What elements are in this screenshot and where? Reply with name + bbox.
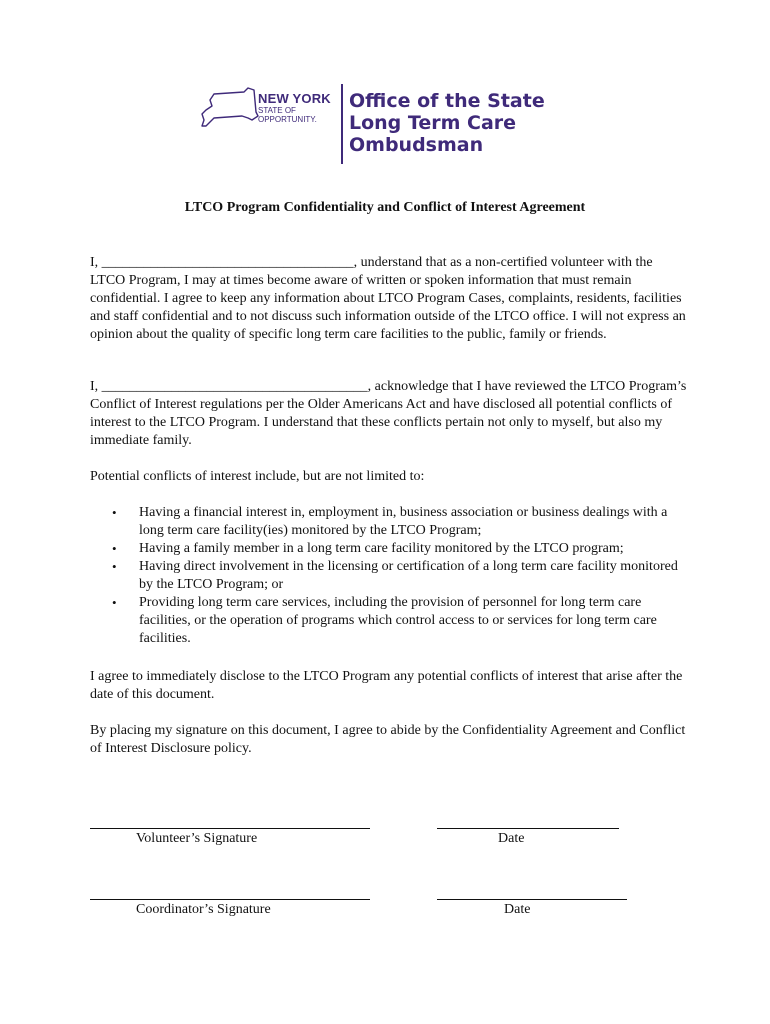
bullet-icon: •: [112, 559, 117, 574]
coordinator-date-label: Date: [504, 902, 531, 917]
list-item: [112, 558, 692, 594]
bullet-icon: •: [112, 595, 117, 610]
list-item: [112, 540, 692, 558]
office-name-line-3: Ombudsman: [349, 134, 484, 156]
coordinator-date-line[interactable]: [437, 899, 627, 900]
conflicts-list: [112, 504, 692, 648]
document-title: LTCO Program Confidentiality and Conflict of Interest Agreement: [184, 200, 586, 215]
ny-state-tagline: STATE OF OPPORTUNITY.: [258, 106, 317, 124]
conflicts-intro: Potential conflicts of interest include, but are not limited to:: [90, 469, 425, 484]
volunteer-signature-line[interactable]: [90, 828, 370, 829]
bullet-icon: •: [112, 541, 117, 556]
list-item-text: Having direct involvement in the licensing or certification of a long term care facility monitored by the LTCO Program; or: [139, 559, 678, 592]
office-name-line-1: Office of the State: [349, 90, 545, 112]
volunteer-signature-label: Volunteer’s Signature: [136, 831, 258, 846]
office-name-line-2: Long Term Care: [349, 112, 517, 134]
confidentiality-paragraph: I, ____________________________________, understand that as a non-certified volunteer with the LTCO Program, I may at times become aware of written or spoken information that must remain confidential. I agree to keep any information about LTCO Program Cases, complaints, residents, facilities and staff confidential and to not discuss such information outside of the LTCO office. I will not express an opinion about the quality of specific long term care facilities to the public, family or friends.: [90, 255, 686, 342]
ny-state-name: NEW YORK: [258, 91, 331, 106]
signature-agreement-paragraph: By placing my signature on this document, I agree to abide by the Confidentiality Agreement and Conflict of Interest Disclosure policy.: [90, 723, 686, 756]
header-logo: [198, 80, 558, 170]
office-name: [349, 90, 559, 156]
list-item-text: Having a family member in a long term care facility monitored by the LTCO program;: [139, 541, 624, 556]
volunteer-date-line[interactable]: [437, 828, 619, 829]
coordinator-signature-line[interactable]: [90, 899, 370, 900]
list-item-text: Having a financial interest in, employment in, business association or business dealings with a long term care facility(ies) monitored by the LTCO Program;: [139, 505, 668, 538]
new-york-state-outline-icon: [198, 86, 260, 130]
list-item-text: Providing long term care services, including the provision of personnel for long term care facilities, or the operation of programs which control access to or services for long term care facilities.: [139, 595, 657, 646]
coordinator-signature-label: Coordinator’s Signature: [136, 902, 271, 917]
list-item: [112, 594, 692, 648]
volunteer-date-label: Date: [498, 831, 525, 846]
logo-divider: [341, 84, 343, 164]
bullet-icon: •: [112, 505, 117, 520]
disclosure-paragraph: I agree to immediately disclose to the LTCO Program any potential conflicts of interest that arise after the date of this document.: [90, 669, 683, 702]
conflict-of-interest-paragraph: I, ______________________________________, acknowledge that I have reviewed the LTCO Program’s Conflict of Interest regulations per the Older Americans Act and have disclosed all potential conflicts of interest to the LTCO Program. I understand that these conflicts pertain not only to myself, but also my immediate family.: [90, 379, 687, 448]
list-item: [112, 504, 692, 540]
